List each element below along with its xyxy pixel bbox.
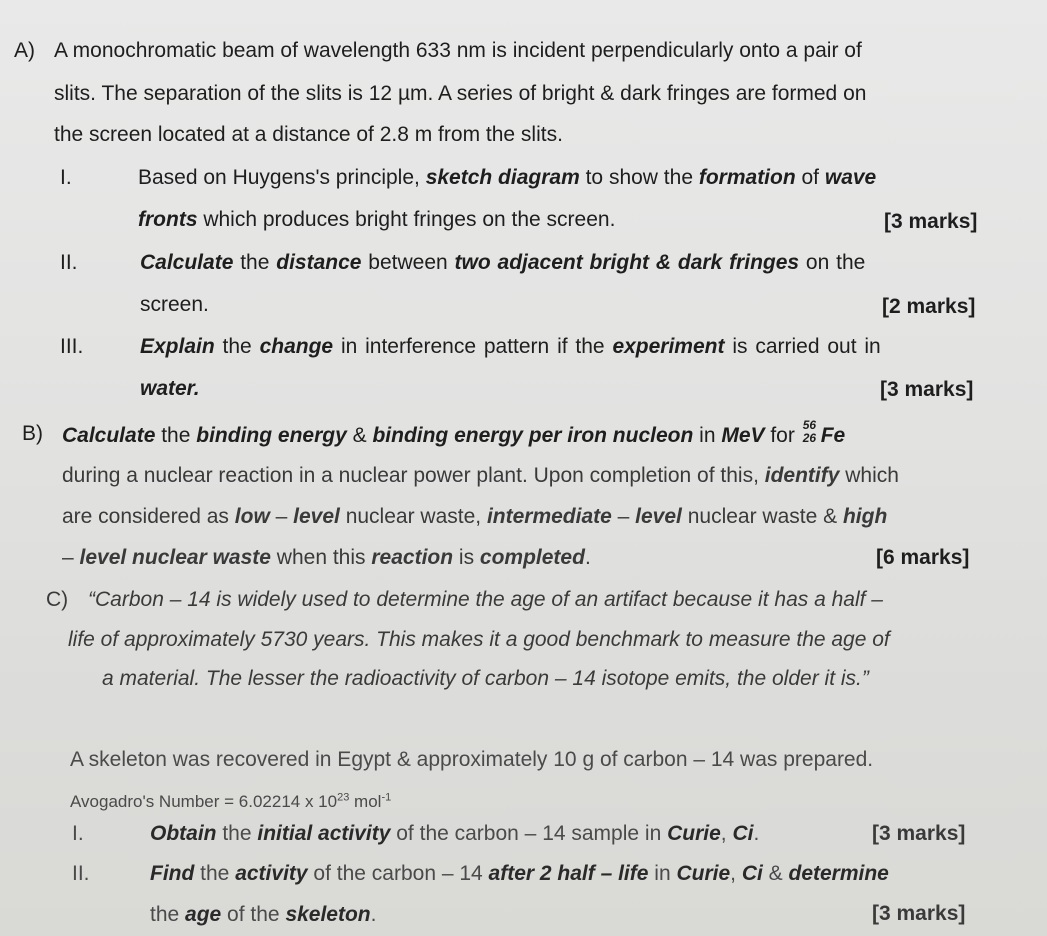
text: determine — [788, 862, 889, 885]
part-a-q3-line-1 — [140, 334, 881, 360]
text: level nuclear waste — [79, 546, 271, 569]
part-a-q2-number: II. — [60, 251, 78, 274]
text: during a nuclear reaction in a nuclear power plant. Upon completion of this, — [62, 464, 765, 487]
part-c-q2-line-2 — [150, 902, 376, 928]
text: completed — [479, 546, 585, 569]
text: a material. The lesser the radioactivity of carbon – 14 isotope emits, the older it is.” — [102, 667, 869, 690]
part-a-line-1: A monochromatic beam of wavelength 633 nm is incident perpendicularly onto a pair of — [54, 39, 862, 62]
part-a-q1-marks: [3 marks] — [884, 210, 978, 233]
text: Explain — [140, 335, 215, 358]
text: nuclear waste & — [681, 505, 843, 528]
part-c-quote-line-1 — [88, 587, 883, 613]
text: binding energy — [196, 424, 347, 447]
text: in interference pattern if the — [333, 335, 613, 358]
text: age — [185, 903, 222, 926]
text: initial activity — [257, 822, 391, 845]
text: the — [216, 822, 258, 845]
text: Obtain — [150, 822, 217, 845]
exponent: 23 — [337, 791, 350, 804]
text: – — [611, 505, 636, 528]
part-b-line-2 — [62, 463, 899, 489]
text: “Carbon – 14 is widely used to determine the age of an artifact because it has a half – — [88, 588, 883, 611]
part-a-q3-number: III. — [60, 335, 84, 358]
text: two adjacent bright & dark fringes — [454, 251, 800, 274]
text: on the — [799, 251, 866, 274]
text: Avogadro's Number = 6.02214 x 10 — [70, 792, 338, 811]
part-c-q2-number: II. — [72, 862, 90, 885]
text: formation — [698, 166, 796, 189]
text: Ci — [732, 822, 754, 845]
part-b-line-3 — [62, 504, 887, 530]
iron-nuclide-notation — [801, 418, 821, 445]
text: wave — [824, 166, 877, 189]
text: the — [155, 424, 197, 447]
text: activity — [235, 862, 308, 885]
part-a-q1-line-2 — [138, 207, 615, 233]
text: the — [214, 335, 260, 358]
text: the — [233, 251, 277, 274]
part-a-q1-number: I. — [60, 166, 72, 189]
text: Ci — [741, 862, 763, 885]
part-c-quote-line-3 — [102, 666, 869, 692]
part-b-marks: [6 marks] — [876, 546, 970, 569]
text: intermediate — [486, 505, 612, 528]
text: Curie — [667, 822, 721, 845]
part-a-q2-line-1 — [140, 250, 865, 276]
text: experiment — [612, 335, 725, 358]
part-a-line-3: the screen located at a distance of 2.8 m from the slits. — [54, 123, 563, 146]
atomic-number: 26 — [802, 431, 817, 445]
part-c-q2-line-1 — [150, 861, 889, 887]
text: in — [648, 862, 677, 885]
text: after 2 half – life — [488, 862, 649, 885]
text: low — [234, 505, 270, 528]
element-symbol: Fe — [820, 424, 846, 447]
text: for — [764, 424, 801, 447]
text: & — [346, 424, 373, 447]
part-b-line-1 — [62, 418, 846, 449]
text: & — [762, 862, 789, 885]
text: which — [839, 464, 899, 487]
text: are considered as — [62, 505, 235, 528]
text: Calculate — [62, 424, 156, 447]
text: Find — [150, 862, 195, 885]
text: change — [259, 335, 334, 358]
unit-exponent: -1 — [381, 791, 392, 804]
text: level — [635, 505, 682, 528]
text: is — [453, 546, 480, 569]
text: , — [730, 862, 742, 885]
text: identify — [764, 464, 840, 487]
text: when this — [270, 546, 372, 569]
text: of — [795, 166, 825, 189]
text: . — [753, 822, 760, 845]
text: Curie — [676, 862, 731, 885]
part-a-q3-marks: [3 marks] — [880, 378, 974, 401]
text: in — [693, 424, 722, 447]
part-b-line-4 — [62, 545, 591, 571]
text: . — [584, 546, 591, 569]
part-a-label: A) — [14, 39, 35, 62]
text: . — [370, 903, 377, 926]
text: fronts — [138, 208, 198, 231]
text: binding energy per iron nucleon — [372, 424, 694, 447]
part-c-avogadro — [70, 789, 391, 815]
text: high — [842, 505, 888, 528]
text: MeV — [721, 424, 765, 447]
text: between — [361, 251, 455, 274]
mass-number: 56 — [802, 418, 817, 432]
text: Based on Huygens's principle, — [138, 166, 426, 189]
part-a-q2-line-2: screen. — [140, 293, 209, 316]
part-c-q1-marks: [3 marks] — [872, 822, 966, 845]
text: mol — [349, 792, 382, 811]
text: Calculate — [140, 251, 234, 274]
part-b-label: B) — [22, 422, 43, 445]
part-c-label: C) — [46, 588, 69, 611]
text: distance — [276, 251, 362, 274]
part-a-q2-marks: [2 marks] — [882, 295, 976, 318]
part-c-quote-line-2 — [68, 627, 890, 653]
part-a-q3-line-2 — [140, 376, 200, 402]
text: reaction — [371, 546, 454, 569]
text: life of approximately 5730 years. This makes it a good benchmark to measure the age of — [68, 628, 890, 651]
text: nuclear waste, — [339, 505, 487, 528]
text: level — [293, 505, 340, 528]
text: to show the — [579, 166, 699, 189]
part-a-q1-line-1 — [138, 165, 876, 191]
text: of the carbon – 14 sample in — [390, 822, 668, 845]
part-c-q1-number: I. — [72, 822, 84, 845]
part-a-line-2: slits. The separation of the slits is 12 µm. A series of bright & dark fringes are formed on — [54, 82, 867, 105]
text: – — [62, 546, 80, 569]
text: skeleton — [285, 903, 371, 926]
part-c-q2-marks: [3 marks] — [872, 902, 966, 925]
text: water. — [140, 377, 200, 400]
text: , — [720, 822, 733, 845]
text: the — [150, 903, 186, 926]
text: is carried out in — [724, 335, 881, 358]
part-c-q1-line — [150, 821, 759, 847]
text: of the carbon – 14 — [307, 862, 489, 885]
text: which produces bright fringes on the screen. — [197, 208, 616, 231]
text: the — [194, 862, 236, 885]
text: sketch diagram — [425, 166, 580, 189]
part-c-intro: A skeleton was recovered in Egypt & approximately 10 g of carbon – 14 was prepared. — [70, 748, 874, 771]
text: – — [269, 505, 294, 528]
text: of the — [221, 903, 286, 926]
